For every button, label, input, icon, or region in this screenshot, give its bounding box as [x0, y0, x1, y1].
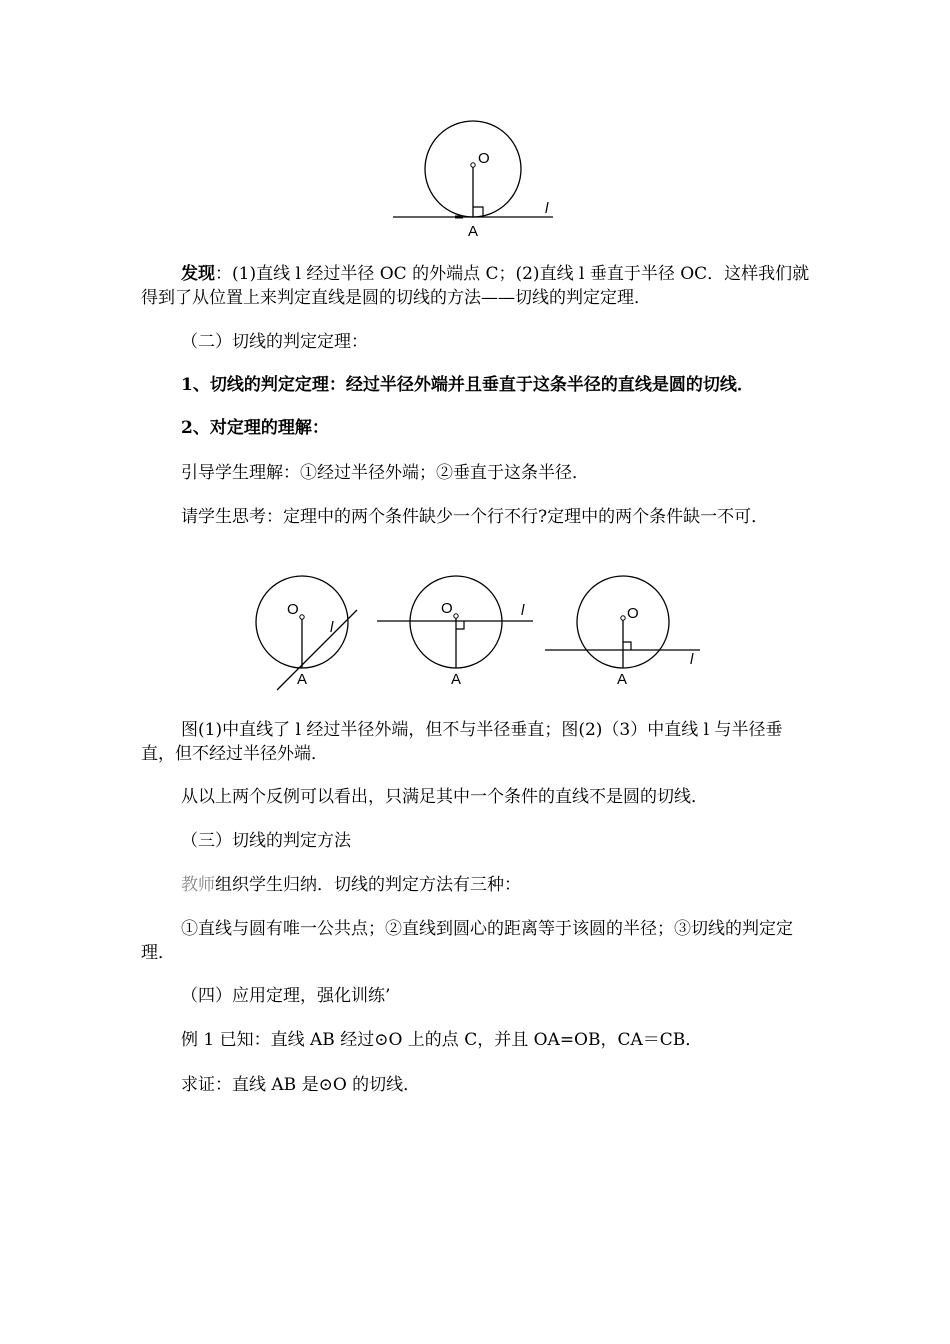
fig2-label-l: l	[521, 602, 525, 619]
discovery-label: 发现	[181, 264, 215, 284]
section3-heading: （三）切线的判定方法	[181, 831, 351, 851]
figure-tangent	[385, 110, 575, 245]
understanding-heading: 2、对定理的理解：	[181, 418, 329, 438]
figure-3	[545, 576, 700, 688]
figure-2	[377, 576, 533, 688]
prove-paragraph: 求证：直线 AB 是⊙O 的切线．	[181, 1075, 421, 1095]
discovery-paragraph	[141, 262, 811, 310]
fig2-label-o: O	[441, 600, 453, 617]
fig1-label-a: A	[297, 671, 308, 688]
figure-explanation: 图(1)中直线了 l 经过半径外端，但不与半径垂直；图(2)（3）中直线 l 与半径垂直，但不经过半径外端．	[141, 720, 783, 764]
center-point	[471, 163, 475, 167]
teacher-rest: 组织学生归纳．切线的判定方法有三种：	[215, 875, 521, 895]
figure-counterexamples	[245, 570, 715, 695]
section2-heading: （二）切线的判定定理：	[181, 332, 368, 352]
right-angle-mark	[473, 207, 483, 217]
label-o: O	[478, 150, 490, 167]
fig1-label-o: O	[287, 601, 299, 618]
discovery-body: ：(1)直线 l 经过半径 OC 的外端点 C；(2)直线 l 垂直于半径 OC．这样我们就得到了从位置上来判定直线是圆的切线的方法——切线的判定定理．	[141, 264, 810, 308]
teacher-prefix: 教师	[181, 875, 215, 895]
fig1-label-l: l	[330, 619, 334, 636]
fig3-label-l: l	[690, 651, 694, 668]
teacher-paragraph	[141, 873, 811, 897]
methods-paragraph: ①直线与圆有唯一公共点；②直线到圆心的距离等于该圆的半径；③切线的判定定理．	[141, 919, 793, 963]
conclusion-paragraph: 从以上两个反例可以看出，只满足其中一个条件的直线不是圆的切线．	[181, 787, 708, 807]
example-paragraph: 例 1 已知：直线 AB 经过⊙O 上的点 C，并且 OA=OB，CA＝CB．	[181, 1030, 703, 1050]
guide-paragraph: 引导学生理解：①经过半径外端；②垂直于这条半径．	[181, 463, 589, 483]
theorem-statement: 1、切线的判定定理：经过半径外端并且垂直于这条半径的直线是圆的切线．	[181, 375, 754, 395]
figure-1	[256, 576, 357, 690]
fig2-label-a: A	[451, 671, 462, 688]
fig3-label-a: A	[617, 671, 628, 688]
label-l: l	[545, 200, 549, 217]
fig3-label-o: O	[627, 605, 639, 622]
think-paragraph: 请学生思考：定理中的两个条件缺少一个行不行?定理中的两个条件缺一不可．	[181, 507, 769, 527]
section4-heading: （四）应用定理，强化训练’	[181, 986, 391, 1006]
label-a: A	[468, 223, 479, 240]
